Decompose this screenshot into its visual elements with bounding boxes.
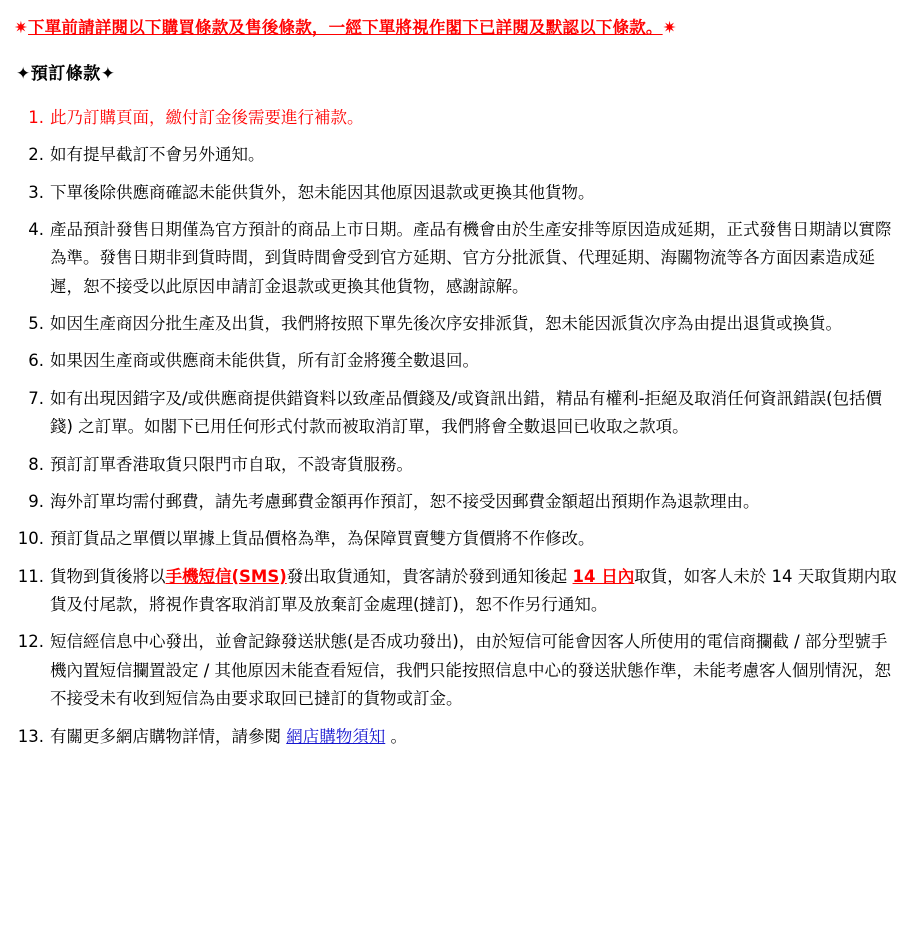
term-text: 如有出現因錯字及/或供應商提供錯資料以致產品價錢及/或資訊出錯，精品有權利-拒絕及取消任何資訊錯誤(包括價錢) 之訂單。如閣下已用任何形式付款而被取消訂單，我們將會全數退回已收取之款項。 (50, 388, 883, 437)
term-text: 取貨，如客人未於 14 天取貨期内取貨及付尾款，將視作貴客取消訂單及放棄訂金處理(撻訂)，恕不作另行通知。 (50, 566, 897, 614)
term-text: 如有提早截訂不會另外通知。 (50, 145, 265, 165)
term-item (14, 104, 899, 132)
terms-list (14, 104, 899, 751)
term-item (14, 216, 899, 301)
term-item (14, 563, 899, 620)
term-item (14, 451, 899, 479)
term-text: 有關更多網店購物詳情，請參閱 (50, 726, 287, 746)
term-item (14, 141, 899, 169)
star-right-icon: ✷ (662, 18, 677, 37)
term-item (14, 628, 899, 713)
shopping-guide-link[interactable]: 網店購物須知 (286, 726, 386, 746)
term-text: 貨物到貨後將以 (50, 566, 166, 586)
term-text: 預訂訂單香港取貨只限門市自取，不設寄貨服務。 (50, 454, 413, 474)
term-text: 。 (385, 726, 407, 746)
term-text: 如因生產商因分批生產及出貨，我們將按照下單先後次序安排派貨，恕未能因派貨次序為由提出退貨或換貨。 (50, 314, 842, 333)
term-item (14, 310, 899, 338)
term-text: 如果因生產商或供應商未能供貨，所有訂金將獲全數退回。 (50, 351, 479, 371)
headline-text: 下單前請詳閱以下購買條款及售後條款，一經下單將視作閣下已詳閱及默認以下條款。 (28, 18, 663, 37)
star-left-icon: ✷ (14, 18, 29, 37)
term-text: 預訂貨品之單價以單據上貨品價格為準，為保障買賣雙方貨價將不作修改。 (50, 529, 595, 549)
term-item (14, 179, 899, 207)
term-item (14, 723, 899, 751)
term-item (14, 385, 899, 442)
term-item (14, 347, 899, 375)
section-title: ✦預訂條款✦ (16, 63, 116, 84)
emphasis-text: 14 日內 (572, 566, 635, 586)
term-text: 下單後除供應商確認未能供貨外，恕未能因其他原因退款或更換其他貨物。 (50, 182, 595, 202)
emphasis-text: 手機短信(SMS) (165, 566, 287, 586)
term-text: 產品預計發售日期僅為官方預計的商品上市日期。產品有機會由於生產安排等原因造成延期，正式發售日期請以實際為準。發售日期非到貨時間，到貨時間會受到官方延期、官方分批派貨、代理延期、海關物流等各方面因素造成延遲，恕不接受以此原因申請訂金退款或更換其他貨物，感謝諒解。 (50, 219, 892, 296)
term-text: 短信經信息中心發出，並會記錄發送狀態(是否成功發出)，由於短信可能會因客人所使用的電信商攔截 / 部分型號手機內置短信攔置設定 / 其他原因未能查看短信，我們只能按照信息中心的發送狀態作準，未能考慮客人個別情況，恕不接受未有收到短信為由要求取回已撻訂的貨物或訂金。 (50, 632, 892, 709)
page-headline (14, 16, 899, 41)
term-text: 此乃訂購頁面，繳付訂金後需要進行補款。 (50, 107, 364, 127)
term-item (14, 525, 899, 553)
term-text: 海外訂單均需付郵費，請先考慮郵費金額再作預訂，恕不接受因郵費金額超出預期作為退款理由。 (50, 491, 760, 511)
term-text: 發出取貨通知，貴客請於發到通知後起 (286, 566, 573, 586)
term-item (14, 488, 899, 516)
